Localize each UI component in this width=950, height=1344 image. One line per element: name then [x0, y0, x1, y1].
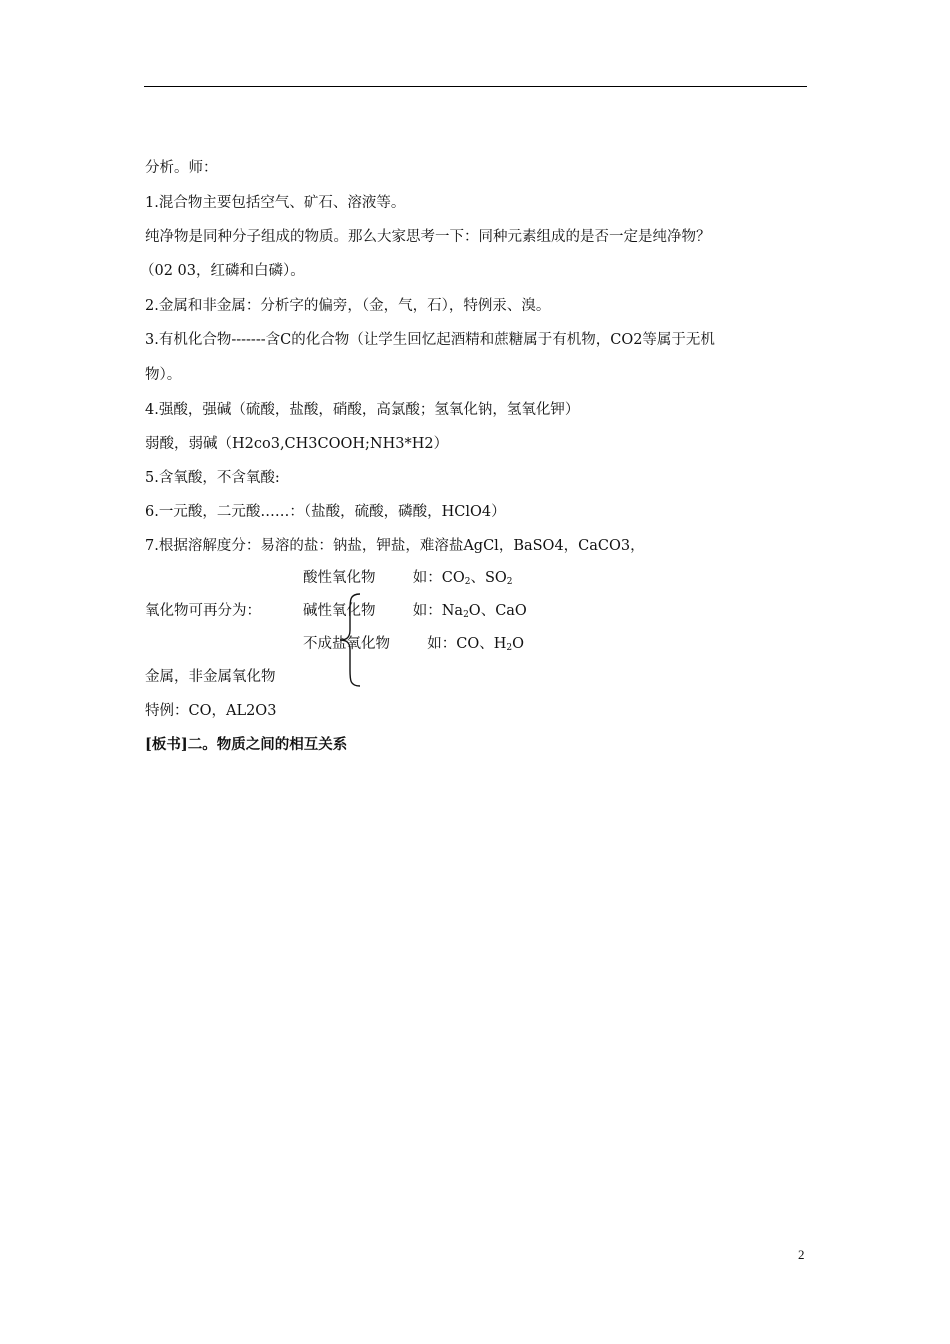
text-line-solubility: 7.根据溶解度分：易溶的盐：钠盐，钾盐，难溶盐AgCl，BaSO4，CaCO3， — [145, 538, 645, 554]
page-number: 2 — [798, 1247, 805, 1262]
text-line-organic-cont: 物）。 — [145, 367, 182, 383]
oxide-neutral-name: 不成盐氧化物 — [303, 636, 390, 652]
curly-brace-icon — [338, 592, 364, 688]
oxide-basic-row: 碱性氧化物 如：$Na_2O$、CaO — [303, 603, 527, 620]
oxide-acidic-name: 酸性氧化物 — [303, 570, 376, 586]
header-rule — [144, 86, 807, 87]
text-line-metal-oxides: 金属，非金属氧化物 — [145, 669, 276, 685]
text-line-mixtures: 1.混合物主要包括空气、矿石、溶液等。 — [145, 195, 406, 211]
text-line-basicity: 6.一元酸，二元酸……：（盐酸，硫酸，磷酸，HClO4） — [145, 504, 506, 520]
text-line-weak-acids: 弱酸，弱碱（H2co3,CH3COOH;NH3*H2） — [145, 436, 449, 452]
text-line-strong-acids: 4.强酸，强碱（硫酸，盐酸，硝酸，高氯酸；氢氧化钠，氢氧化钾） — [145, 402, 580, 418]
board-heading: [板书]二。物质之间的相互关系 — [145, 736, 348, 753]
oxide-basic-name: 碱性氧化物 — [303, 603, 376, 619]
text-line-oxyacids: 5.含氧酸，不含氧酸: — [145, 470, 280, 486]
oxide-acidic-row: 酸性氧化物 如：$CO_2$、$SO_2$ — [303, 570, 513, 587]
oxide-intro: 氧化物可再分为： — [145, 603, 261, 619]
text-line-analysis: 分析。师： — [145, 160, 218, 176]
oxide-neutral-row: 不成盐氧化物 如：CO、$H_2O$ — [303, 636, 524, 653]
text-line-special-cases: 特例：CO，AL2O3 — [145, 703, 277, 719]
text-line-pure-substance: 纯净物是同种分子组成的物质。那么大家思考一下：同种元素组成的是否一定是纯净物？ — [145, 229, 711, 245]
text-line-organic: 3.有机化合物-------含C的化合物（让学生回忆起酒精和蔗糖属于有机物，CO2等属于无机 — [145, 332, 715, 348]
text-line-metals: 2.金属和非金属：分析字的偏旁，（金，气，石），特例汞、溴。 — [145, 298, 551, 314]
text-line-allotropes: （02 03，红磷和白磷）。 — [140, 263, 305, 279]
